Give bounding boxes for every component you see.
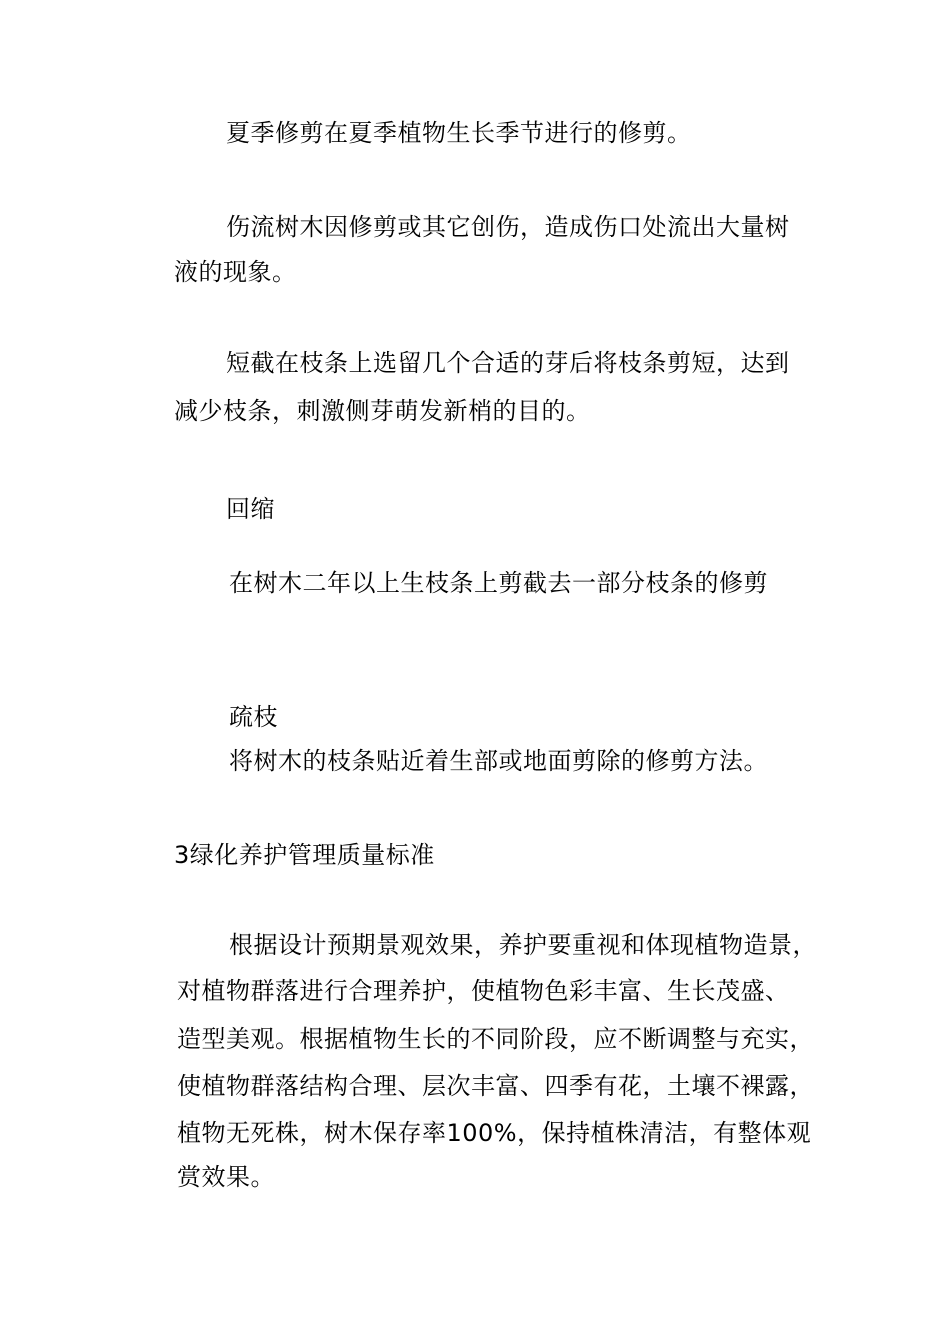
term-thinning: 疏枝 — [229, 703, 278, 731]
quality-standard-line-6: 赏效果。 — [177, 1163, 275, 1191]
bleeding-definition-line-2: 液的现象。 — [174, 258, 297, 286]
heading-back-definition-line-1: 短截在枝条上选留几个合适的芽后将枝条剪短，达到 — [226, 349, 790, 377]
quality-standard-line-5: 植物无死株，树木保存率100%，保持植株清洁，有整体观 — [177, 1119, 812, 1147]
cutback-definition: 在树木二年以上生枝条上剪截去一部分枝条的修剪 — [229, 569, 768, 597]
summer-pruning-definition: 夏季修剪在夏季植物生长季节进行的修剪。 — [226, 119, 692, 147]
thinning-definition: 将树木的枝条贴近着生部或地面剪除的修剪方法。 — [229, 747, 768, 775]
term-cutback: 回缩 — [226, 495, 275, 523]
heading-back-definition-line-2: 减少枝条，刺激侧芽萌发新梢的目的。 — [174, 397, 591, 425]
bleeding-definition-line-1: 伤流树木因修剪或其它创伤，造成伤口处流出大量树 — [226, 213, 790, 241]
quality-standard-line-4: 使植物群落结构合理、层次丰富、四季有花，土壤不裸露， — [177, 1072, 814, 1100]
quality-standard-line-3: 造型美观。根据植物生长的不同阶段，应不断调整与充实， — [177, 1025, 814, 1053]
section-heading-quality-standard: 3绿化养护管理质量标准 — [174, 841, 435, 869]
quality-standard-line-1: 根据设计预期景观效果，养护要重视和体现植物造景， — [229, 931, 817, 959]
quality-standard-line-2: 对植物群落进行合理养护，使植物色彩丰富、生长茂盛、 — [177, 977, 790, 1005]
